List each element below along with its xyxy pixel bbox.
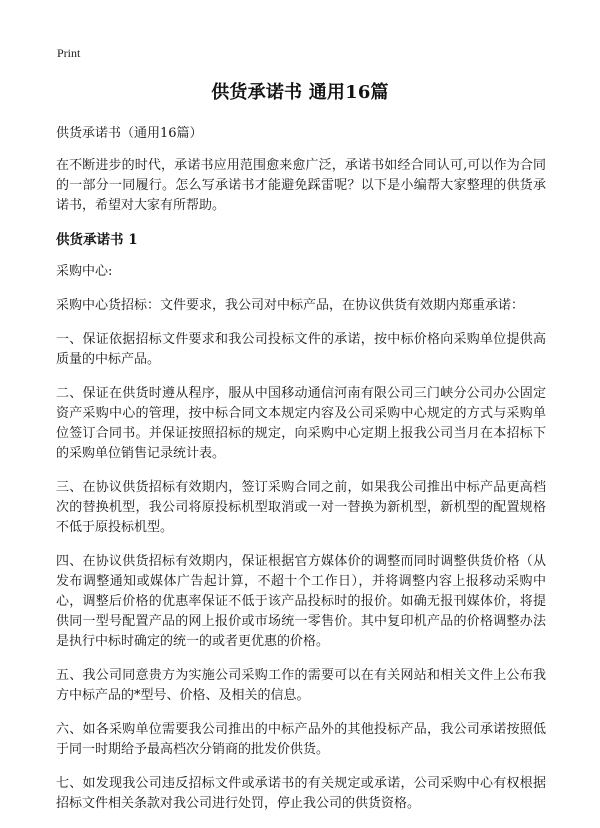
salutation: 采购中心: — [56, 264, 113, 279]
page-title: 供货承诺书 通用16篇 — [211, 82, 389, 103]
print-link[interactable]: Print — [57, 46, 81, 60]
article-body — [56, 124, 546, 828]
promise-item-1: 一、保证依据招标文件要求和我公司投标文件的承诺，按中标价格向采购单位提供高质量的中标产品。 — [56, 332, 546, 367]
lead-paragraph: 采购中心货招标：文件要求，我公司对中标产品，在协议供货有效期内郑重承诺： — [56, 298, 525, 313]
promise-item-2: 二、保证在供货时遵从程序，服从中国移动通信河南有限公司三门峡分公司办公固定资产采购中心的管理，按中标合同文本规定内容及公司采购中心规定的方式与采购单位签订合同书。并保证按照招标的规定，向采购中心定期上报我公司当月在本招标下的采购单位销售记录统计表。 — [56, 386, 546, 461]
promise-item-4: 四、在协议供货招标有效期内，保证根据官方媒体价的调整而同时调整供货价格（从发布调整通知或媒体广告起计算，不超十个工作日），并将调整内容上报移动采购中心，调整后价格的优惠率保证不低于该产品投标时的报价。如确无报刊媒体价，将提供同一型号配置产品的网上报价或市场统一零售价。其中复印机产品的价格调整办法是执行中标时确定的统一的或者更优惠的价格。 — [56, 554, 546, 649]
promise-item-6: 六、如各采购单位需要我公司推出的中标产品外的其他投标产品，我公司承诺按照低于同一时期给予最高档次分销商的批发价供货。 — [56, 722, 546, 757]
intro-paragraph: 在不断进步的时代，承诺书应用范围愈来愈广泛，承诺书如经合同认可,可以作为合同的一部分一同履行。怎么写承诺书才能避免踩雷呢？以下是小编帮大家整理的供货承诺书，希望对大家有所帮助。 — [56, 158, 546, 213]
promise-item-5: 五、我公司同意贵方为实施公司采购工作的需要可以在有关网站和相关文件上公布我方中标产品的*型号、价格、及相关的信息。 — [56, 668, 546, 703]
article-subtitle: 供货承诺书（通用16篇） — [56, 126, 203, 141]
promise-item-3: 三、在协议供货招标有效期内，签订采购合同之前，如果我公司推出中标产品更高档次的替换机型，我公司将原投标机型取消或一对一替换为新机型，新机型的配置规格不低于原投标机型。 — [56, 480, 546, 535]
section-heading: 供货承诺书 1 — [56, 232, 138, 248]
promise-item-7: 七、如发现我公司违反招标文件或承诺书的有关规定或承诺，公司采购中心有权根据招标文件相关条款对我公司进行处罚，停止我公司的供货资格。 — [56, 776, 546, 811]
